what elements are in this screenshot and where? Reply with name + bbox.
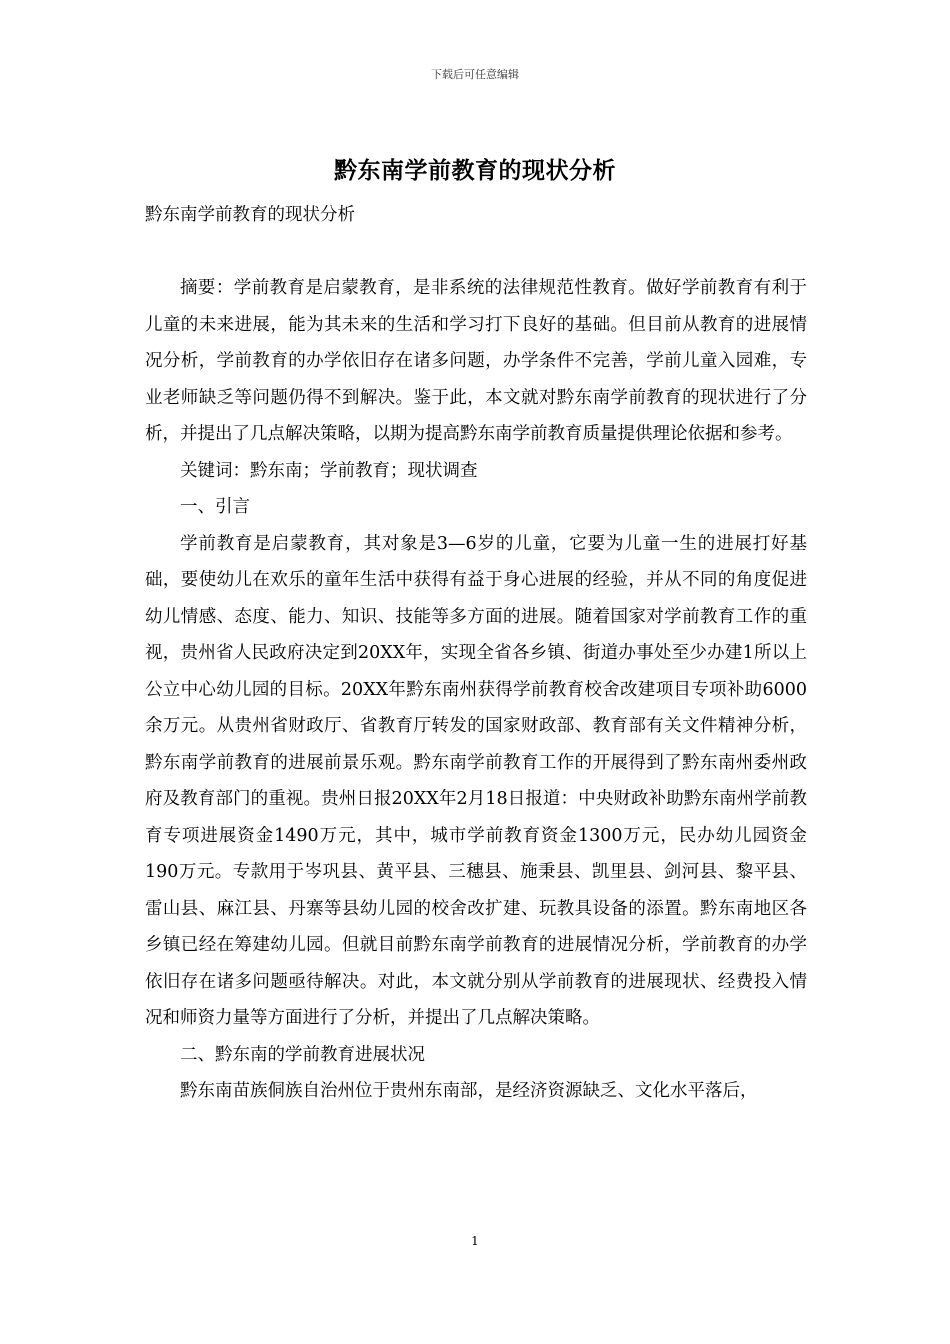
keywords-paragraph: 关键词：黔东南；学前教育；现状调查 (180, 460, 478, 481)
document-subtitle: 黔东南学前教育的现状分析 (145, 205, 355, 225)
header-note: 下载后可任意编辑 (431, 68, 519, 81)
status-paragraph: 黔东南苗族侗族自治州位于贵州东南部，是经济资源缺乏、文化水平落后， (180, 1081, 758, 1101)
section-heading-introduction: 一、引言 (180, 497, 250, 517)
page-number: 1 (471, 1234, 479, 1248)
section-heading-status: 二、黔东南的学前教育进展状况 (180, 1044, 425, 1065)
document-title: 黔东南学前教育的现状分析 (334, 157, 616, 184)
introduction-paragraph: 学前教育是启蒙教育，其对象是3—6岁的儿童，它要为儿童一生的进展打好基础，要使幼儿在欢乐的童年生活中获得有益于身心进展的经验，并从不同的角度促进幼儿情感、态度、能力、知识、技能等多方面的进展。随着国家对学前教育工作的重视，贵州省人民政府决定到20XX年，实现全省各乡镇、街道办事处至少办建1所以上公立中心幼儿园的目标。20XX年黔东南州获得学前教育校舍改建项目专项补助6000余万元。从贵州省财政厅、省教育厅转发的国家财政部、教育部有关文件精神分析，黔东南学前教育的进展前景乐观。黔东南学前教育工作的开展得到了黔东南州委州政府及教育部门的重视。贵州日报20XX年2月18日报道：中央财政补助黔东南州学前教育专项进展资金1490万元，其中，城市学前教育资金1300万元，民办幼儿园资金190万元。专款用于岑巩县、黄平县、三穗县、施秉县、凯里县、剑河县、黎平县、雷山县、麻江县、丹寨等县幼儿园的校舍改扩建、玩教具设备的添置。黔东南地区各乡镇已经在筹建幼儿园。但就目前黔东南学前教育的进展情况分析，学前教育的办学依旧存在诸多问题亟待解决。对此，本文就分别从学前教育的进展现状、经费投入情况和师资力量等方面进行了分析，并提出了几点解决策略。 (145, 533, 807, 1028)
abstract-paragraph: 摘要：学前教育是启蒙教育，是非系统的法律规范性教育。做好学前教育有利于儿童的未来进展，能为其未来的生活和学习打下良好的基础。但目前从教育的进展情况分析，学前教育的办学依旧存在诸多问题，办学条件不完善，学前儿童入园难，专业老师缺乏等问题仍得不到解决。鉴于此，本文就对黔东南学前教育的现状进行了分析，并提出了几点解决策略，以期为提高黔东南学前教育质量提供理论依据和参考。 (145, 278, 807, 444)
document-body (145, 270, 807, 1110)
